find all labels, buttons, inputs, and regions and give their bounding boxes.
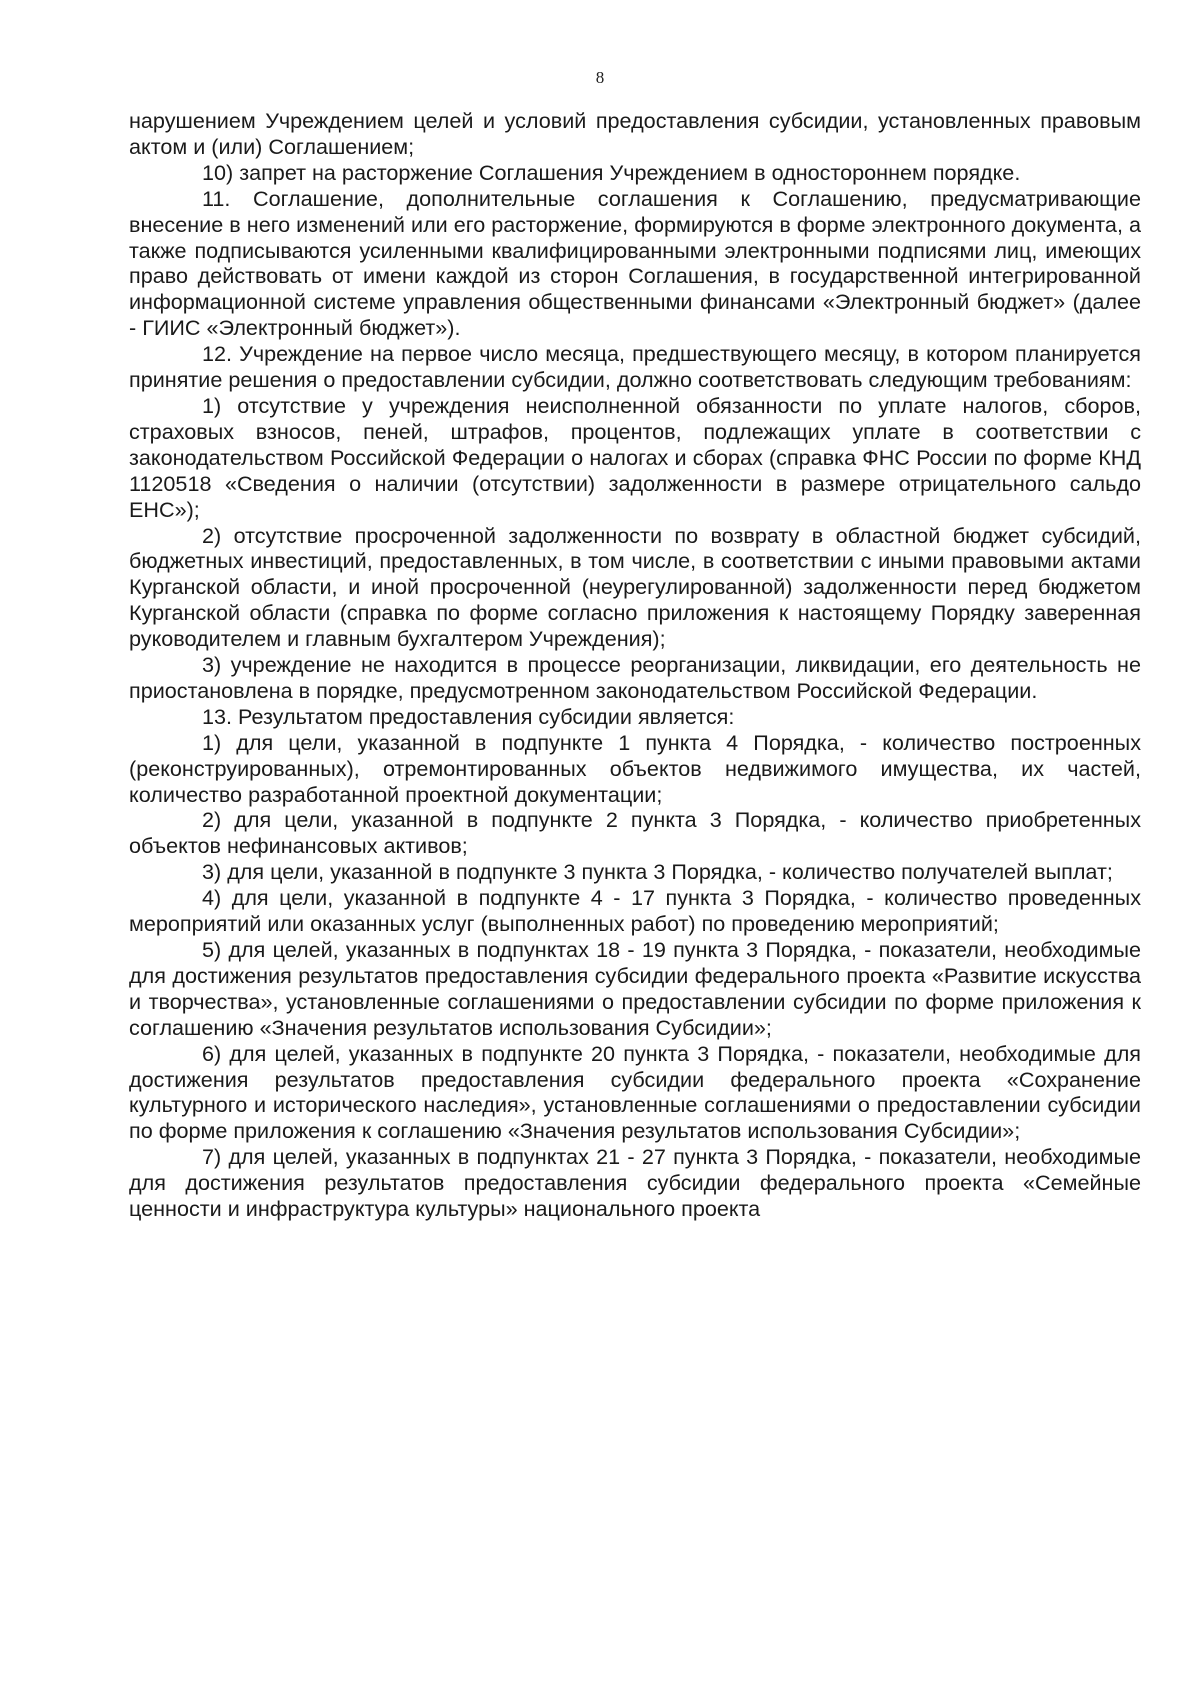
paragraph: 6) для целей, указанных в подпункте 20 пункта 3 Порядка, - показатели, необходимые для достижения результатов предоставления субсидии федерального проекта «Сохранение культурного и исторического наследия», установленные соглашениями о предоставлении субсидии по форме приложения к соглашению «Значения результатов использования Субсидии»; <box>129 1040 1141 1144</box>
paragraph: 7) для целей, указанных в подпунктах 21 - 27 пункта 3 Порядка, - показатели, необходимые для достижения результатов предоставления субсидии федерального проекта «Семейные ценности и инфраструктура культуры» национального проекта <box>129 1144 1141 1222</box>
paragraph: 4) для цели, указанной в подпункте 4 - 17 пункта 3 Порядка, - количество проведенных мероприятий или оказанных услуг (выполненных работ) по проведению мероприятий; <box>129 885 1141 937</box>
paragraph: 13. Результатом предоставления субсидии является: <box>202 703 735 729</box>
paragraph: 1) отсутствие у учреждения неисполненной обязанности по уплате налогов, сборов, страховых взносов, пеней, штрафов, процентов, подлежащих уплате в соответствии с законодательством Российской Федерации о налогах и сборах (справка ФНС России по форме КНД 1120518 «Сведения о наличии (отсутствии) задолженности в размере отрицательного сальдо ЕНС»); <box>129 392 1141 522</box>
paragraph: нарушением Учреждением целей и условий предоставления субсидии, установленных правовым актом и (или) Соглашением; <box>129 108 1141 159</box>
page-number: 8 <box>595 68 605 87</box>
paragraph: 2) для цели, указанной в подпункте 2 пункта 3 Порядка, - количество приобретенных объектов нефинансовых активов; <box>129 807 1141 859</box>
paragraph: 1) для цели, указанной в подпункте 1 пункта 4 Порядка, - количество построенных (реконструированных), отремонтированных объектов недвижимого имущества, их частей, количество разработанной проектной документации; <box>129 729 1141 807</box>
paragraph: 12. Учреждение на первое число месяца, предшествующего месяцу, в котором планируется принятие решения о предоставлении субсидии, должно соответствовать следующим требованиям: <box>129 341 1141 393</box>
paragraph: 10) запрет на расторжение Соглашения Учреждением в одностороннем порядке. <box>202 159 1021 185</box>
paragraph: 3) для цели, указанной в подпункте 3 пункта 3 Порядка, - количество получателей выплат; <box>202 859 1113 885</box>
paragraph: 5) для целей, указанных в подпунктах 18 - 19 пункта 3 Порядка, - показатели, необходимые для достижения результатов предоставления субсидии федерального проекта «Развитие искусства и творчества», установленные соглашениями о предоставлении субсидии по форме приложения к соглашению «Значения результатов использования Субсидии»; <box>129 937 1141 1040</box>
paragraph: 3) учреждение не находится в процессе реорганизации, ликвидации, его деятельность не приостановлена в порядке, предусмотренном законодательством Российской Федерации. <box>129 652 1141 703</box>
document-body <box>129 108 1141 1222</box>
paragraph: 11. Соглашение, дополнительные соглашения к Соглашению, предусматривающие внесение в него изменений или его расторжение, формируются в форме электронного документа, а также подписываются усиленными квалифицированными электронными подписями лиц, имеющих право действовать от имени каждой из сторон Соглашения, в государственной интегрированной информационной системе управления общественными финансами «Электронный бюджет» (далее - ГИИС «Электронный бюджет»). <box>129 185 1141 341</box>
paragraph: 2) отсутствие просроченной задолженности по возврату в областной бюджет субсидий, бюджетных инвестиций, предоставленных, в том числе, в соответствии с иными правовыми актами Курганской области, и иной просроченной (неурегулированной) задолженности перед бюджетом Курганской области (справка по форме согласно приложения к настоящему Порядку заверенная руководителем и главным бухгалтером Учреждения); <box>129 522 1141 652</box>
